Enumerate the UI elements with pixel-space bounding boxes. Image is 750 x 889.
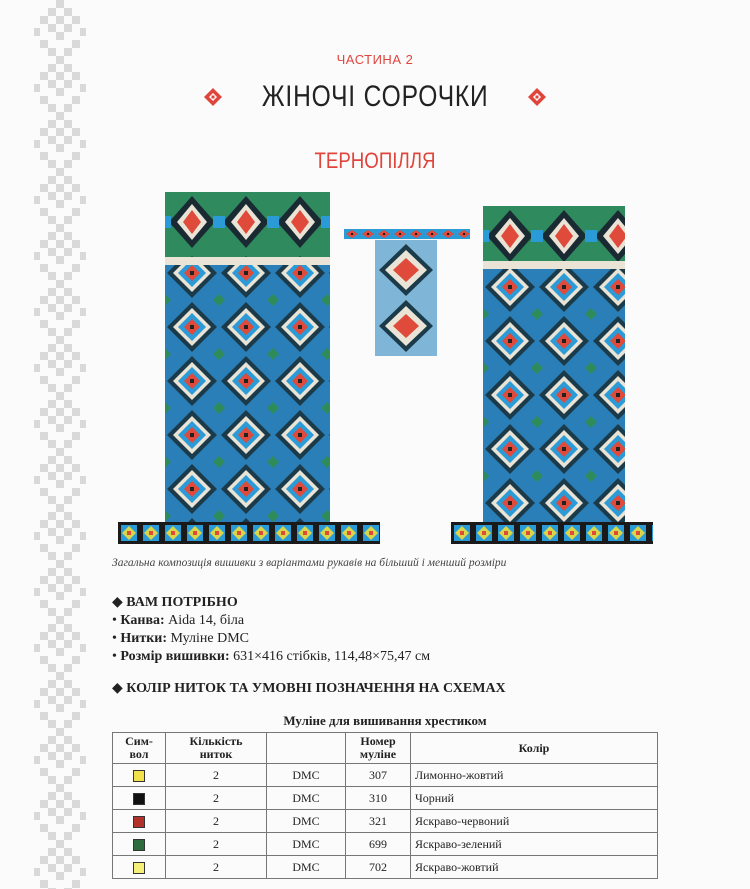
chest-panel — [375, 240, 437, 356]
colors-heading: ◆ КОЛІР НИТОК ТА УМОВНІ ПОЗНАЧЕННЯ НА СХЕМАХ — [112, 681, 506, 696]
symbol-cell — [113, 856, 166, 879]
count-cell: 2 — [166, 764, 267, 787]
color-swatch — [133, 816, 145, 828]
neckline-strip — [344, 229, 470, 239]
page-title: ЖІНОЧІ СОРОЧКИ — [261, 80, 489, 113]
table-title: Муліне для вишивання хрестиком — [283, 713, 487, 728]
number-cell: 699 — [346, 833, 411, 856]
number-cell: 307 — [346, 764, 411, 787]
color-name-cell: Чорний — [411, 787, 658, 810]
table-row — [113, 787, 658, 810]
symbol-cell — [113, 787, 166, 810]
count-cell: 2 — [166, 856, 267, 879]
number-cell: 321 — [346, 810, 411, 833]
color-name-cell: Яскраво-жовтий — [411, 856, 658, 879]
color-name-cell: Яскраво-зелений — [411, 833, 658, 856]
thread-table — [112, 732, 658, 879]
sleeve-pattern-small — [483, 206, 625, 522]
header-symbol: Сим- вол — [113, 733, 166, 764]
materials-canvas: • Канва: Aida 14, біла — [112, 613, 245, 628]
materials-list — [112, 594, 430, 666]
number-cell: 310 — [346, 787, 411, 810]
count-cell: 2 — [166, 810, 267, 833]
brand-cell: DMC — [267, 833, 346, 856]
materials-threads: • Нитки: Муліне DMC — [112, 631, 250, 646]
header-count: Кількість ниток — [166, 733, 267, 764]
color-name-cell: Яскраво-червоний — [411, 810, 658, 833]
symbol-cell — [113, 833, 166, 856]
title-row — [0, 80, 750, 114]
part-label: ЧАСТИНА 2 — [336, 52, 414, 67]
materials-size: • Розмір вишивки: 631×416 стібків, 114,48×75,47 см — [112, 649, 431, 664]
table-row — [113, 764, 658, 787]
symbol-cell — [113, 810, 166, 833]
color-name-cell: Лимонно-жовтий — [411, 764, 658, 787]
symbol-cell — [113, 764, 166, 787]
figure-caption: Загальна композиція вишивки з варіантами рукавів на більший і менший розміри — [112, 557, 507, 569]
table-row — [113, 810, 658, 833]
table-row — [113, 856, 658, 879]
materials-heading: ◆ ВАМ ПОТРІБНО — [112, 595, 238, 610]
count-cell: 2 — [166, 833, 267, 856]
brand-cell: DMC — [267, 787, 346, 810]
count-cell: 2 — [166, 787, 267, 810]
color-swatch — [133, 793, 145, 805]
color-swatch — [133, 862, 145, 874]
border-ornament — [34, 0, 86, 889]
brand-cell: DMC — [267, 764, 346, 787]
header-brand — [267, 733, 346, 764]
hem-band-left — [118, 522, 380, 544]
sleeve-pattern-large — [165, 192, 330, 522]
number-cell: 702 — [346, 856, 411, 879]
diamond-ornament-icon — [203, 87, 223, 107]
table-row — [113, 833, 658, 856]
region-title: ТЕРНОПІЛЛЯ — [314, 148, 436, 173]
color-swatch — [133, 839, 145, 851]
diamond-ornament-icon — [527, 87, 547, 107]
header-color: Колір — [411, 733, 658, 764]
brand-cell: DMC — [267, 856, 346, 879]
brand-cell: DMC — [267, 810, 346, 833]
color-swatch — [133, 770, 145, 782]
header-number: Номер муліне — [346, 733, 411, 764]
hem-band-right — [451, 522, 653, 544]
